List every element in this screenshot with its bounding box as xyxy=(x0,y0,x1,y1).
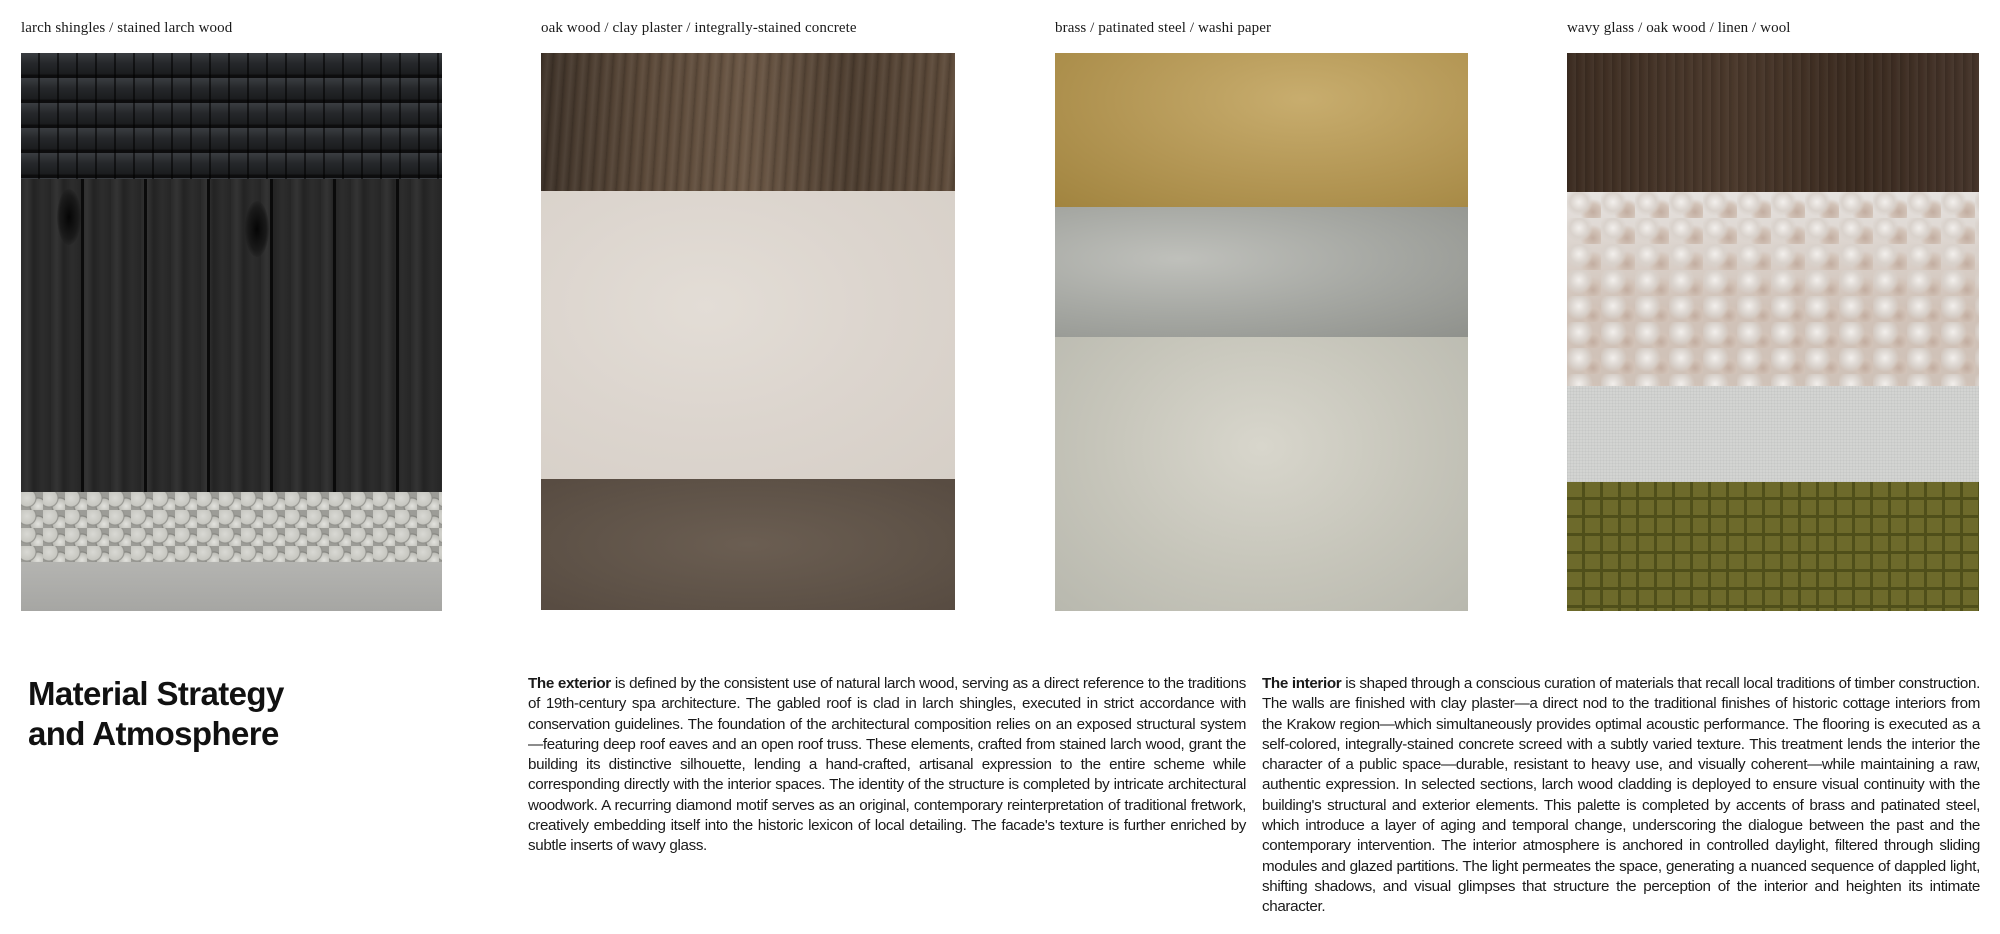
material-board-3 xyxy=(1055,53,1468,611)
oak-wood-swatch xyxy=(541,53,955,191)
wool-swatch xyxy=(1567,482,1979,611)
oak-wood-swatch xyxy=(1567,53,1979,192)
page-title xyxy=(28,674,284,754)
clay-plaster-swatch xyxy=(541,191,955,479)
material-board-4 xyxy=(1567,53,1979,611)
wavy-glass-swatch xyxy=(1567,192,1979,386)
title-line-1: Material Strategy xyxy=(28,675,284,712)
material-board-2 xyxy=(541,53,955,610)
wood-knot xyxy=(57,189,81,245)
interior-lead: The interior xyxy=(1262,675,1342,692)
exterior-paragraph xyxy=(528,674,1246,857)
interior-paragraph xyxy=(1262,674,1980,918)
integrally-stained-concrete-swatch xyxy=(541,479,955,610)
board-caption-2: oak wood / clay plaster / integrally-stained concrete xyxy=(541,20,857,36)
exterior-body: is defined by the consistent use of natural larch wood, serving as a direct reference to the traditions of 19th-century spa architecture. The gabled roof is clad in larch shingles, executed in strict accordance with conservation guidelines. The foundation of the architectural composition relies on an exposed structural system—featuring deep roof eaves and an open roof truss. These elements, crafted from stained larch wood, grant the building its distinctive silhouette, lending a hand-crafted, artisanal expression to the entire scheme while corresponding directly with the interior spaces. The identity of the structure is completed by intricate architectural woodwork. A recurring diamond motif serves as an original, contemporary reinterpretation of traditional fretwork, creatively embedding itself into the historic lexicon of local detailing. The facade's texture is further enriched by subtle inserts of wavy glass. xyxy=(528,675,1246,855)
interior-body: is shaped through a conscious curation of materials that recall local traditions of timber construction. The walls are finished with clay plaster—a direct nod to the traditional finishes of historic cottage interiors from the Krakow region—which simultaneously provides optimal acoustic performance. The flooring is executed as a self-colored, integrally-stained concrete screed with a subtly varied texture. This treatment lends the interior the character of a public space—durable, resistant to heavy use, and visually coherent—while maintaining a raw, authentic expression. In selected sections, larch wood cladding is deployed to ensure visual continuity with the building's structural and exterior elements. This palette is completed by accents of brass and patinated steel, which introduce a layer of aging and temporal change, underscoring the dialogue between the past and the contemporary intervention. The interior atmosphere is anchored in controlled daylight, filtered through sliding modules and glazed partitions. The light permeates the space, generating a nuanced sequence of dappled light, shifting shadows, and visual glimpses that structure the perception of the interior and heighten its intimate character. xyxy=(1262,675,1980,916)
linen-swatch xyxy=(1567,386,1979,482)
larch-shingles-swatch xyxy=(21,53,442,179)
wood-knot xyxy=(245,201,269,257)
stained-larch-wood-swatch xyxy=(21,179,442,492)
title-line-2: and Atmosphere xyxy=(28,715,279,752)
material-board-1 xyxy=(21,53,442,611)
board-caption-3: brass / patinated steel / washi paper xyxy=(1055,20,1272,36)
brass-swatch xyxy=(1055,53,1468,207)
board-caption-4: wavy glass / oak wood / linen / wool xyxy=(1567,20,1791,36)
exterior-lead: The exterior xyxy=(528,675,611,692)
pebble-swatch xyxy=(21,492,442,562)
concrete-swatch xyxy=(21,562,442,611)
washi-paper-swatch xyxy=(1055,337,1468,611)
board-caption-1: larch shingles / stained larch wood xyxy=(21,20,233,36)
patinated-steel-swatch xyxy=(1055,207,1468,337)
